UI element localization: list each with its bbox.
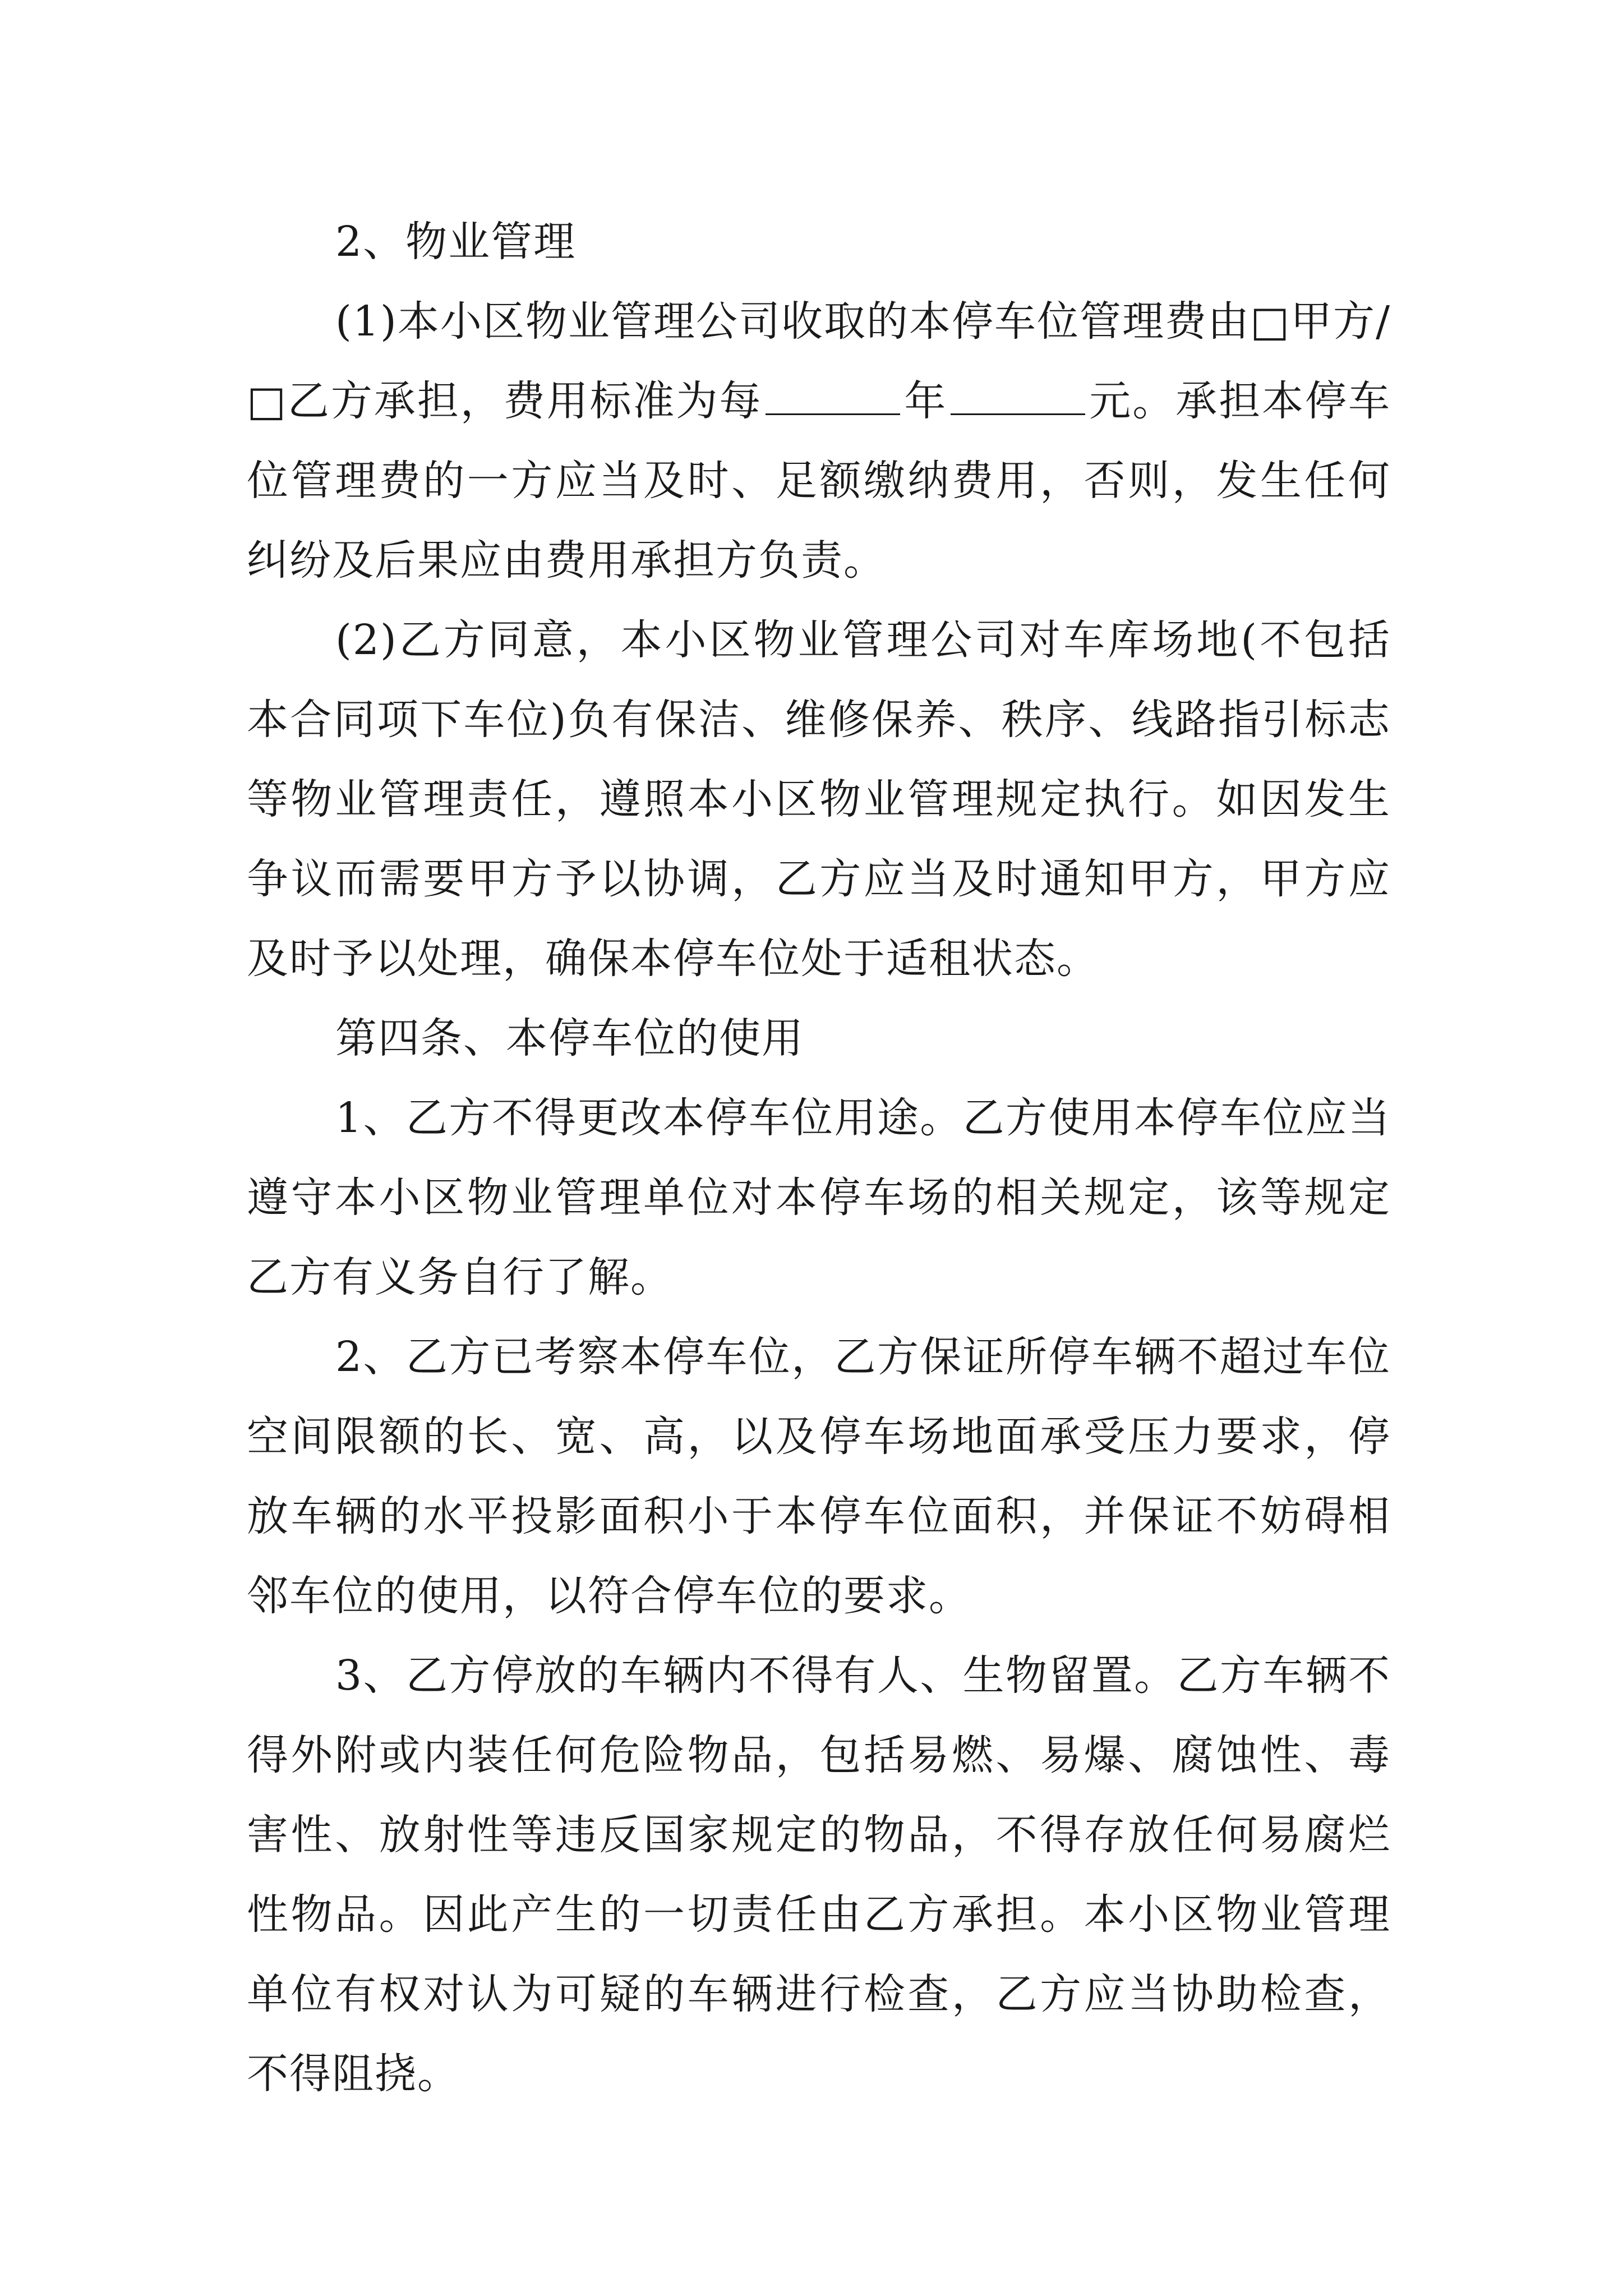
fee-period-blank <box>766 380 900 415</box>
usage-item-2: 2、乙方已考察本停车位，乙方保证所停车辆不超过车位空间限额的长、宽、高，以及停车场地面承受压力要求，停放车辆的水平投影面积小于本停车位面积，并保证不妨碍相邻车位的使用，以符合停车位的要求。 <box>247 1333 1391 1620</box>
paragraph-property-fee-text-b: 年 <box>903 377 948 425</box>
usage-item-1: 1、乙方不得更改本停车位用途。乙方使用本停车位应当遵守本小区物业管理单位对本停车场的相关规定，该等规定乙方有义务自行了解。 <box>247 1094 1391 1301</box>
usage-item-3: 3、乙方停放的车辆内不得有人、生物留置。乙方车辆不得外附或内装任何危险物品，包括易燃、易爆、腐蚀性、毒害性、放射性等违反国家规定的物品，不得存放任何易腐烂性物品。因此产生的一切责任由乙方承担。本小区物业管理单位有权对认为可疑的车辆进行检查，乙方应当协助检查，不得阻挠。 <box>247 1651 1391 2098</box>
paragraph-management-duty: (2)乙方同意，本小区物业管理公司对车库场地(不包括本合同项下车位)负有保洁、维修保养、秩序、线路指引标志等物业管理责任，遵照本小区物业管理规定执行。如因发生争议而需要甲方予以协调，乙方应当及时通知甲方，甲方应及时予以处理，确保本停车位处于适租状态。 <box>247 616 1391 983</box>
section-heading: 2、物业管理 <box>335 218 577 266</box>
paragraph-property-fee <box>247 282 1391 600</box>
paragraph-property-fee-text-a: (1)本小区物业管理公司收取的本停车位管理费由□甲方/□乙方承担，费用标准为每 <box>247 297 1391 425</box>
article-heading: 第四条、本停车位的使用 <box>335 1014 804 1062</box>
paragraph-property-fee-text-c: 元。承担本停车位管理费的一方应当及时、足额缴纳费用，否则，发生任何纠纷及后果应由费用承担方负责。 <box>247 377 1391 585</box>
document-body <box>247 202 1391 2114</box>
fee-amount-blank <box>951 380 1085 415</box>
